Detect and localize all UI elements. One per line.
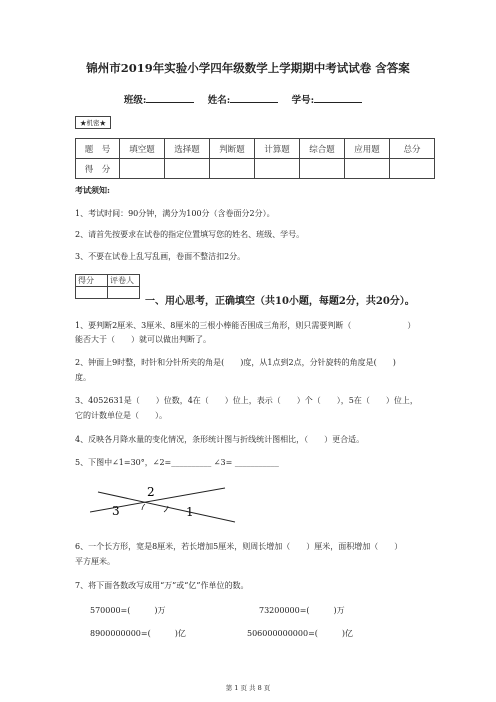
scorer-label: 评卷人 — [108, 275, 140, 287]
name-label: 姓名: — [207, 95, 231, 106]
note-item: 1、考试时间：90分钟，满分为100分（含卷面分2分）。 — [75, 209, 275, 218]
question-2-line2: 度。 — [75, 373, 91, 382]
question-7-item: 506000000000=( )亿 — [247, 629, 354, 638]
question-3-line1: 3、4052631是（ ）位数，4在（ ）位上，表示（ ）个（ ），5在（ ）位上， — [75, 396, 418, 405]
score-cell: 判断题 — [210, 139, 255, 159]
score-table-score-row — [76, 159, 435, 179]
score-cell: 总分 — [390, 139, 435, 159]
secret-badge: ★机密★ — [75, 116, 111, 129]
question-3-line2: 它的计数单位是（ ）。 — [75, 411, 167, 420]
angle-arc-3 — [142, 504, 145, 510]
scorer-input[interactable] — [76, 287, 108, 299]
page-footer: 第 1 页 共 8 页 — [225, 684, 271, 692]
score-table-header-row — [76, 139, 435, 159]
question-5: 5、下图中∠1=30°，∠2=__________ ∠3= ___________ — [75, 458, 279, 467]
score-table — [75, 138, 435, 179]
question-2-line1: 2、钟面上9时整，时针和分针所夹的角是( )度，从1点到2点，分针旋转的角度是( ) — [75, 358, 396, 367]
score-input-cell[interactable] — [300, 159, 345, 179]
question-1-line1: 1、要判断2厘米、3厘米、8厘米的三根小棒能否围成三角形，则只需要判断（ ） — [75, 321, 416, 330]
number-field[interactable] — [314, 93, 362, 103]
name-field[interactable] — [230, 93, 278, 103]
score-cell: 综合题 — [300, 139, 345, 159]
score-cell: 计算题 — [255, 139, 300, 159]
question-7-item: 570000=( )万 — [90, 606, 166, 615]
scorer-box — [75, 274, 140, 299]
notes-title: 考试须知: — [75, 185, 110, 195]
class-label: 班级: — [123, 95, 147, 106]
score-cell: 应用题 — [345, 139, 390, 159]
angle-label-2: 2 — [147, 485, 155, 499]
score-input-cell[interactable] — [210, 159, 255, 179]
question-4: 4、反映各月降水量的变化情况，条形统计图与折线统计图相比，（ ）更合适。 — [75, 435, 365, 444]
section-heading: 一、用心思考，正确填空（共10小题，每题2分，共20分）。 — [145, 296, 415, 307]
score-input-cell[interactable] — [120, 159, 165, 179]
note-item: 2、请首先按要求在试卷的指定位置填写您的姓名、班级、学号。 — [75, 230, 305, 239]
angle-label-3: 3 — [112, 504, 120, 518]
question-6-line1: 6、一个长方形，宽是8厘米，若长增加5厘米，则周长增加（ ）厘米，面积增加（ ） — [75, 542, 403, 551]
note-item: 3、不要在试卷上乱写乱画，卷面不整洁扣2分。 — [75, 252, 246, 261]
score-cell: 题 号 — [76, 139, 120, 159]
score-cell: 填空题 — [120, 139, 165, 159]
page-title: 锦州市2019年实验小学四年级数学上学期期中考试试卷 含答案 — [86, 61, 410, 75]
question-1-line2: 能否大于（ ）就可以做出判断了。 — [75, 335, 211, 344]
line-a — [90, 488, 225, 512]
score-input-cell[interactable] — [345, 159, 390, 179]
student-info — [0, 92, 496, 106]
angle-figure — [90, 484, 240, 530]
question-7-item: 8900000000=( )亿 — [90, 629, 186, 638]
scorer-label: 得分 — [76, 275, 108, 287]
score-input-cell[interactable] — [390, 159, 435, 179]
score-cell: 得 分 — [76, 159, 120, 179]
score-input-cell[interactable] — [165, 159, 210, 179]
angle-label-1: 1 — [186, 505, 194, 519]
number-label: 学号: — [291, 95, 315, 106]
question-7: 7、将下面各数改写成用“万”或“亿”作单位的数。 — [75, 581, 249, 590]
score-input-cell[interactable] — [255, 159, 300, 179]
question-7-item: 73200000=( )万 — [259, 606, 345, 615]
question-6-line2: 平方厘米。 — [75, 557, 115, 566]
score-cell: 选择题 — [165, 139, 210, 159]
scorer-input[interactable] — [108, 287, 140, 299]
class-field[interactable] — [146, 93, 194, 103]
